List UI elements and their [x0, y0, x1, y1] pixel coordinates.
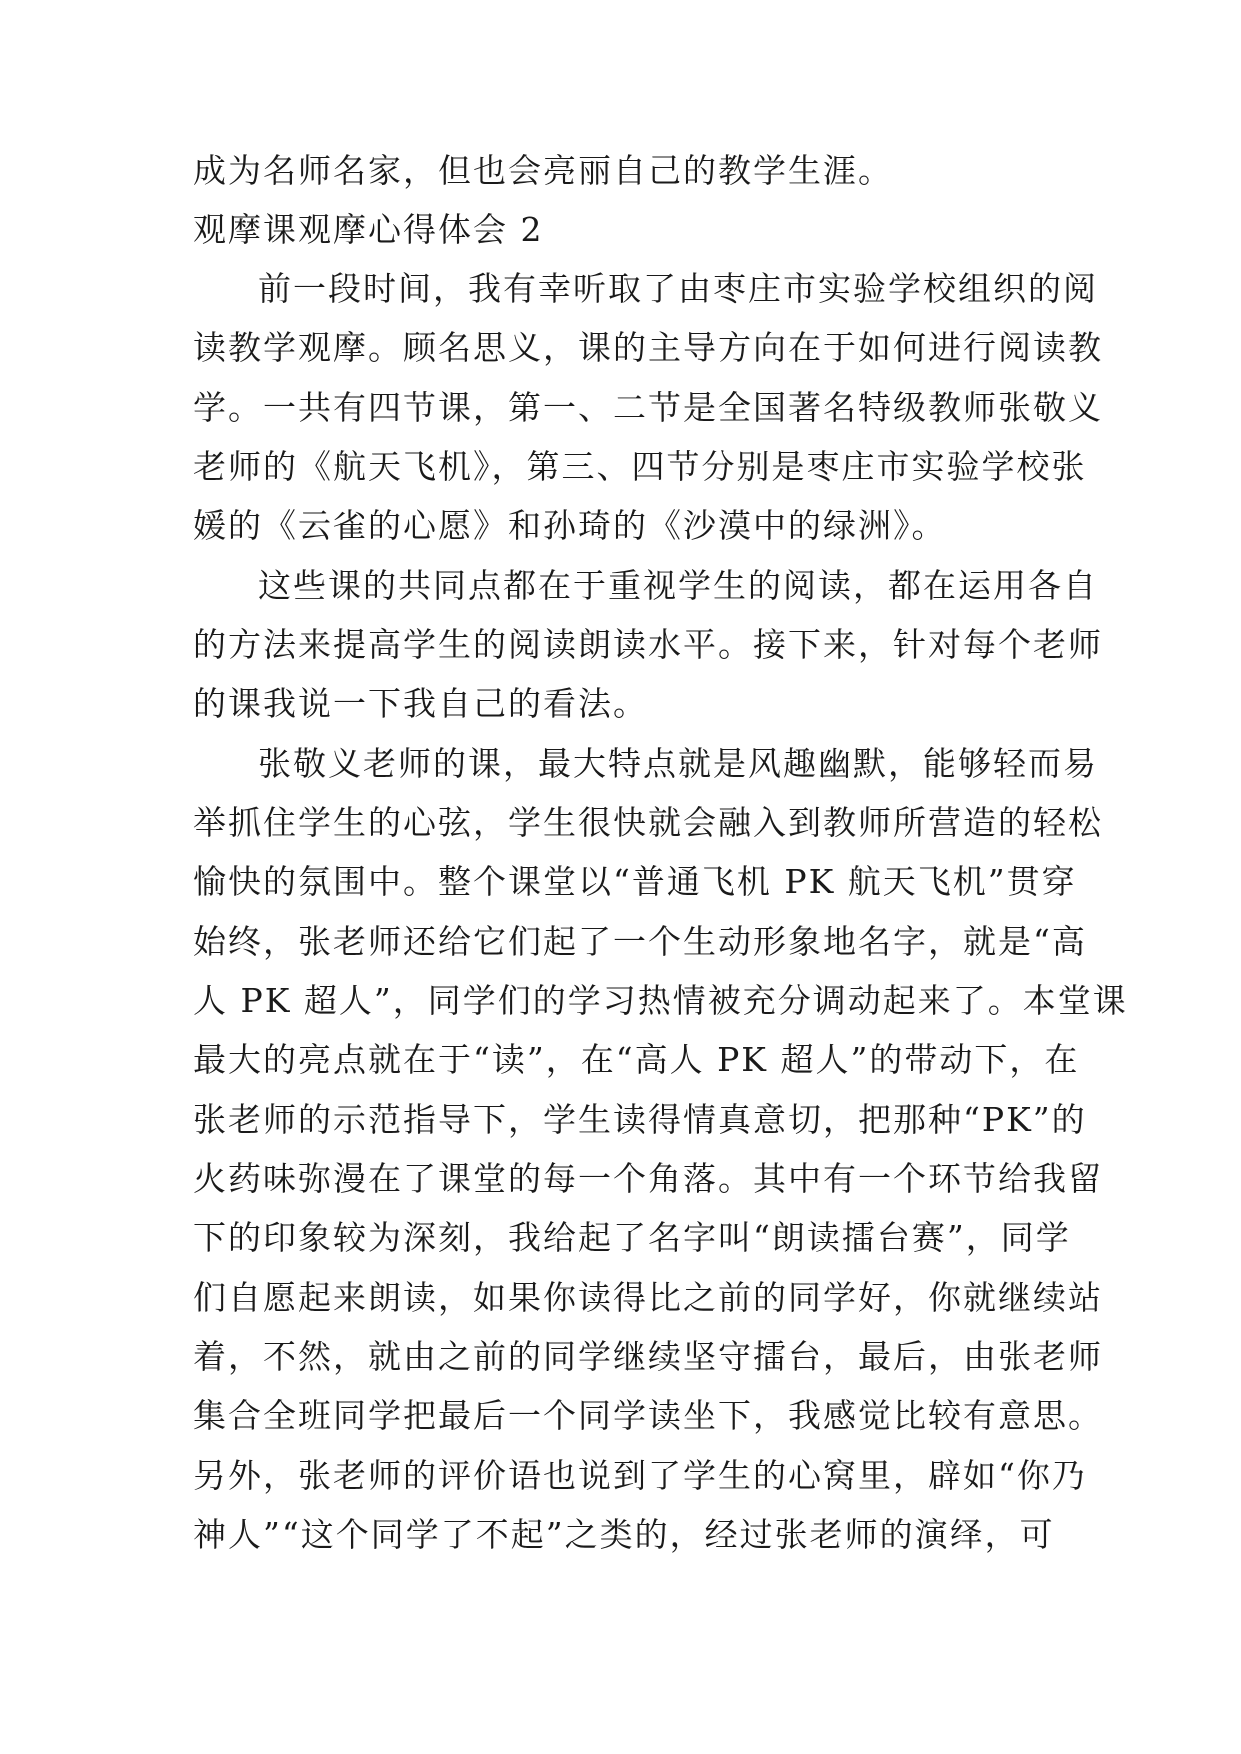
text-line: 前一段时间，我有幸听取了由枣庄市实验学校组织的阅 [258, 269, 1098, 308]
text-line: 愉快的氛围中。整个课堂以“普通飞机 PK 航天飞机”贯穿 [193, 862, 1077, 901]
text-line: 老师的《航天飞机》，第三、四节分别是枣庄市实验学校张 [193, 447, 1087, 486]
text-line: 的课我说一下我自己的看法。 [193, 684, 648, 723]
text-line: 张敬义老师的课，最大特点就是风趣幽默，能够轻而易 [258, 744, 1098, 783]
text-line: 人 PK 超人”，同学们的学习热情被充分调动起来了。本堂课 [193, 981, 1128, 1020]
text-line: 张老师的示范指导下，学生读得情真意切，把那种“PK”的 [193, 1100, 1087, 1139]
text-line: 成为名师名家，但也会亮丽自己的教学生涯。 [193, 151, 893, 190]
text-line: 另外，张老师的评价语也说到了学生的心窝里，辟如“你乃 [193, 1456, 1087, 1495]
text-line: 举抓住学生的心弦，学生很快就会融入到教师所营造的轻松 [193, 803, 1103, 842]
section-heading: 观摩课观摩心得体会 2 [193, 210, 544, 249]
text-line: 始终，张老师还给它们起了一个生动形象地名字，就是“高 [193, 922, 1087, 961]
text-line: 火药味弥漫在了课堂的每一个角落。其中有一个环节给我留 [193, 1159, 1103, 1198]
text-line: 最大的亮点就在于“读”，在“高人 PK 超人”的带动下，在 [193, 1040, 1080, 1079]
text-line: 集合全班同学把最后一个同学读坐下，我感觉比较有意思。 [193, 1396, 1103, 1435]
text-line: 们自愿起来朗读，如果你读得比之前的同学好，你就继续站 [193, 1278, 1103, 1317]
text-line: 这些课的共同点都在于重视学生的阅读，都在运用各自 [258, 566, 1098, 605]
text-line: 着，不然，就由之前的同学继续坚守擂台，最后，由张老师 [193, 1337, 1103, 1376]
text-line: 下的印象较为深刻，我给起了名字叫“朗读擂台赛”，同学 [193, 1218, 1071, 1257]
text-line: 学。一共有四节课，第一、二节是全国著名特级教师张敬义 [193, 388, 1103, 427]
text-line: 媛的《云雀的心愿》和孙琦的《沙漠中的绿洲》。 [193, 506, 947, 545]
text-line: 的方法来提高学生的阅读朗读水平。接下来，针对每个老师 [193, 625, 1103, 664]
text-line: 读教学观摩。顾名思义，课的主导方向在于如何进行阅读教 [193, 328, 1103, 367]
text-line: 神人”“这个同学了不起”之类的，经过张老师的演绎，可 [193, 1515, 1055, 1554]
